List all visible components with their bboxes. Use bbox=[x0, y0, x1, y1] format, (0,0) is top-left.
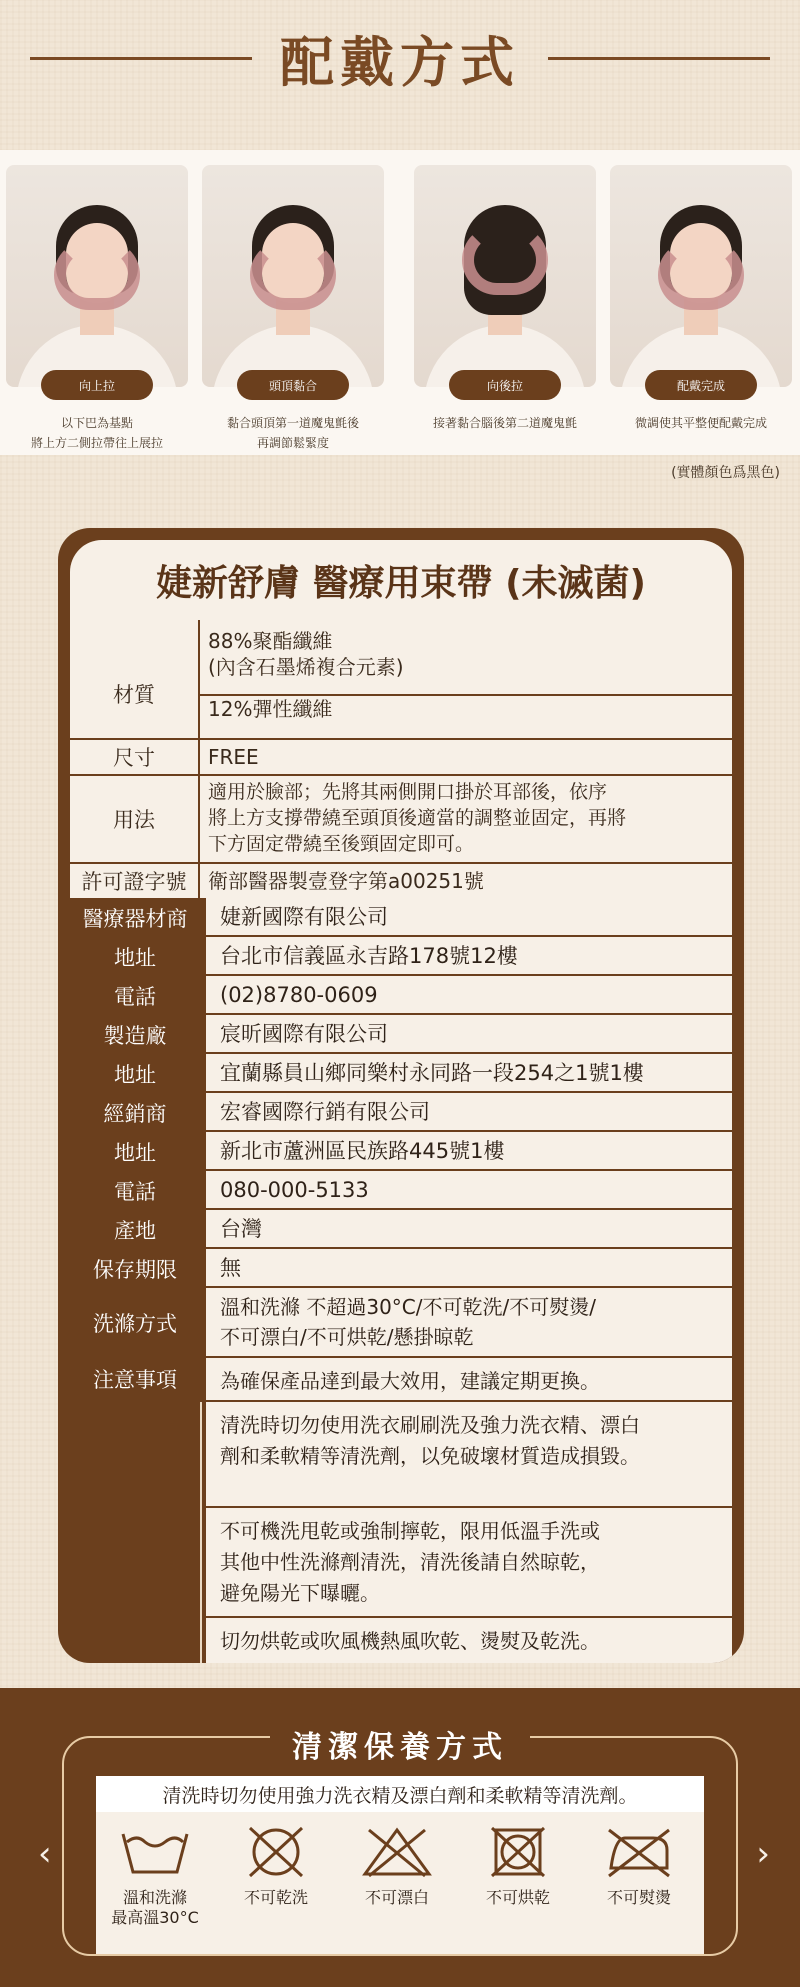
spec-row bbox=[70, 1054, 732, 1093]
spec-row-note bbox=[70, 1618, 732, 1663]
care-symbol: 溫和洗滌 最高溫30°C bbox=[100, 1826, 210, 1928]
spec-value: 台北市信義區永吉路178號12樓 bbox=[206, 937, 732, 976]
spec-row-note bbox=[70, 1508, 732, 1618]
spec-label: 地址 bbox=[114, 1140, 156, 1165]
spec-value: 新北市蘆洲區民族路445號1樓 bbox=[206, 1132, 732, 1171]
spec-value: 88%聚酯纖維 (內含石墨烯複合元素) 12%彈性纖維 bbox=[208, 629, 404, 721]
spec-table-upper bbox=[70, 620, 732, 898]
step-caption: 微調使其平整便配戴完成 bbox=[634, 416, 767, 430]
spec-value: 適用於臉部；先將其兩側開口掛於耳部後，依序 將上方支撐帶繞至頭頂後適當的調整並固定，再將 下方固定帶繞至後頸固定即可。 bbox=[208, 781, 627, 855]
spec-label: 洗滌方式 bbox=[93, 1312, 177, 1336]
spec-label: 產地 bbox=[114, 1218, 156, 1243]
spec-value: 婕新國際有限公司 bbox=[206, 898, 732, 937]
spec-row-usage bbox=[70, 776, 732, 862]
spec-value: 宜蘭縣員山鄉同樂村永同路一段254之1號1樓 bbox=[206, 1054, 732, 1093]
spec-row bbox=[70, 1132, 732, 1171]
page-title: 配戴方式 bbox=[280, 30, 520, 94]
spec-row-note bbox=[70, 1358, 732, 1402]
spec-row bbox=[70, 1015, 732, 1054]
step-2 bbox=[202, 165, 384, 453]
spec-value: 衛部醫器製壹登字第a00251號 bbox=[208, 869, 484, 893]
spec-value: 080-000-5133 bbox=[206, 1171, 732, 1210]
spec-label: 電話 bbox=[114, 1179, 156, 1204]
step-caption: 接著黏合腦後第二道魔鬼氈 bbox=[432, 416, 577, 430]
spec-label: 材質 bbox=[70, 620, 200, 768]
spec-note: 不可機洗甩乾或強制擰乾，限用低溫手洗或 其他中性洗滌劑清洗，清洗後請自然晾乾， 避免陽光下曝曬。 bbox=[206, 1508, 732, 1618]
care-symbol: 不可漂白 bbox=[342, 1826, 452, 1908]
spec-value: 宸昕國際有限公司 bbox=[206, 1015, 732, 1054]
spec-label: 醫療器材商 bbox=[82, 906, 188, 931]
spec-label: 製造廠 bbox=[103, 1023, 167, 1048]
wash-basin-icon bbox=[119, 1826, 191, 1878]
spec-value: (02)8780-0609 bbox=[206, 976, 732, 1015]
step-badge: 向後拉 bbox=[449, 370, 561, 400]
step-badge: 向上拉 bbox=[41, 370, 153, 400]
spec-row bbox=[70, 976, 732, 1015]
care-symbol: 不可烘乾 bbox=[463, 1826, 573, 1908]
spec-row bbox=[70, 898, 732, 937]
divider-right bbox=[548, 57, 770, 60]
spec-value: 無 bbox=[206, 1249, 732, 1288]
no-tumble-dry-icon bbox=[482, 1826, 554, 1878]
care-symbol: 不可熨燙 bbox=[584, 1826, 694, 1908]
step-badge: 頭頂黏合 bbox=[237, 370, 349, 400]
spec-row bbox=[70, 937, 732, 976]
spec-label: 地址 bbox=[114, 945, 156, 970]
no-iron-icon bbox=[603, 1826, 675, 1878]
spec-label: 注意事項 bbox=[93, 1368, 177, 1392]
step-4 bbox=[610, 165, 792, 433]
spec-note: 為確保產品達到最大效用，建議定期更換。 bbox=[206, 1358, 732, 1402]
step-photo bbox=[414, 165, 596, 387]
care-symbols bbox=[96, 1812, 704, 1954]
spec-note: 清洗時切勿使用洗衣刷刷洗及強力洗衣精、漂白 劑和柔軟精等清洗劑，以免破壞材質造成損毀。 bbox=[206, 1402, 732, 1508]
spec-row bbox=[70, 1210, 732, 1249]
care-warning: 清洗時切勿使用強力洗衣精及漂白劑和柔軟精等清洗劑。 bbox=[96, 1776, 704, 1812]
spec-row bbox=[70, 1249, 732, 1288]
no-bleach-icon bbox=[361, 1826, 433, 1878]
spec-row-license bbox=[70, 864, 732, 898]
no-dry-clean-icon bbox=[240, 1826, 312, 1878]
spec-label: 經銷商 bbox=[103, 1101, 167, 1126]
step-3 bbox=[414, 165, 596, 433]
step-caption: 黏合頭頂第一道魔鬼氈後 再調節鬆緊度 bbox=[226, 416, 359, 450]
step-photo bbox=[6, 165, 188, 387]
spec-label: 用法 bbox=[70, 776, 200, 862]
spec-value: 宏睿國際行銷有限公司 bbox=[206, 1093, 732, 1132]
spec-value: 溫和洗滌 不超過30°C/不可乾洗/不可熨燙/ 不可漂白/不可烘乾/懸掛晾乾 bbox=[206, 1288, 732, 1358]
spec-value: 台灣 bbox=[206, 1210, 732, 1249]
step-1 bbox=[6, 165, 188, 453]
carousel-prev-arrow[interactable]: ‹ bbox=[38, 1834, 52, 1874]
spec-row bbox=[70, 1093, 732, 1132]
spec-label: 尺寸 bbox=[70, 740, 200, 774]
spec-label: 許可證字號 bbox=[70, 864, 200, 898]
section-header bbox=[30, 28, 770, 94]
step-caption: 以下巴為基點 將上方二側拉帶往上展拉 bbox=[30, 416, 163, 450]
spec-note: 切勿烘乾或吹風機熱風吹乾、燙熨及乾洗。 bbox=[206, 1618, 732, 1663]
step-photo bbox=[202, 165, 384, 387]
spec-row-size bbox=[70, 740, 732, 774]
spec-card bbox=[58, 528, 744, 1663]
spec-label: 電話 bbox=[114, 984, 156, 1009]
carousel-next-arrow[interactable]: › bbox=[756, 1834, 770, 1874]
divider-left bbox=[30, 57, 252, 60]
spec-title: 婕新舒膚 醫療用束帶 (未滅菌) bbox=[70, 540, 732, 620]
spec-value: FREE bbox=[208, 745, 259, 769]
spec-row bbox=[70, 1171, 732, 1210]
spec-row-note bbox=[70, 1402, 732, 1508]
care-title: 清潔保養方式 bbox=[270, 1722, 530, 1766]
spec-row-wash bbox=[70, 1288, 732, 1358]
step-badge: 配戴完成 bbox=[645, 370, 757, 400]
care-symbol: 不可乾洗 bbox=[221, 1826, 331, 1908]
spec-label: 保存期限 bbox=[93, 1257, 177, 1282]
spec-label: 地址 bbox=[114, 1062, 156, 1087]
color-note: (實體顏色爲黑色) bbox=[671, 465, 780, 481]
step-photo bbox=[610, 165, 792, 387]
